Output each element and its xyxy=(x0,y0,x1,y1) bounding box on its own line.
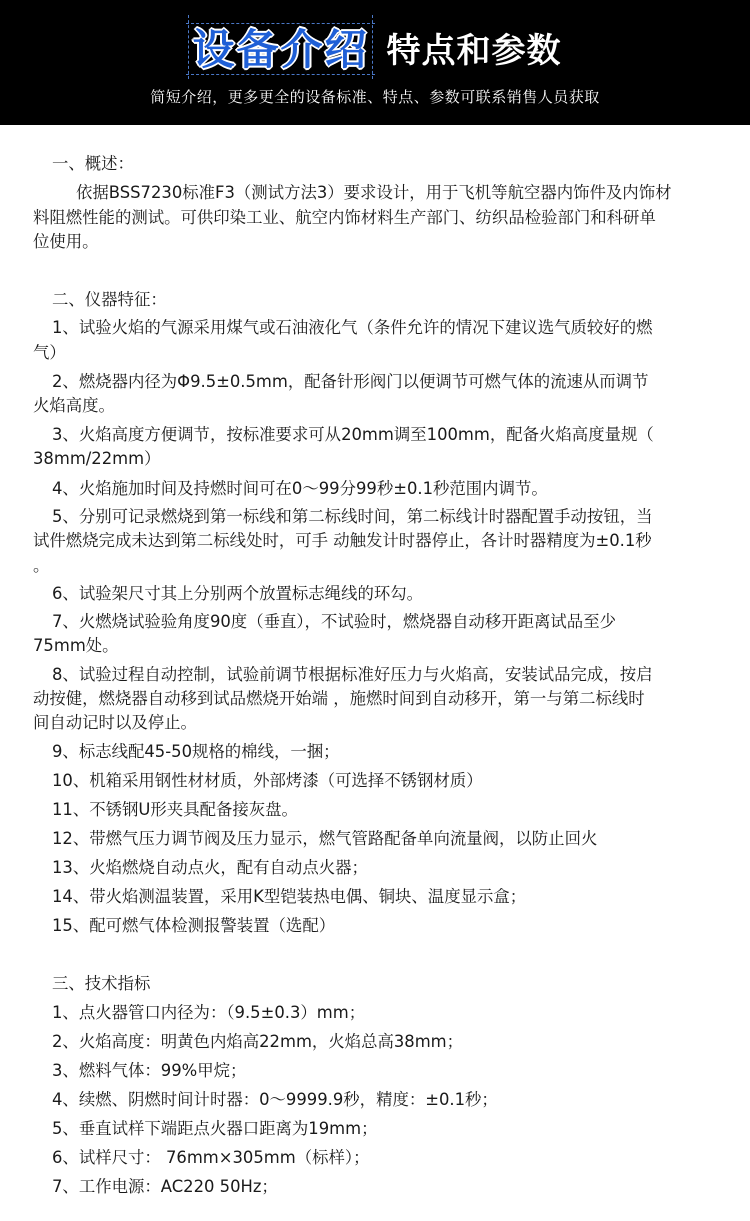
overview-line: 依据BSS7230标准F3（测试方法3）要求设计，用于飞机等航空器内饰件及内饰材 xyxy=(76,183,672,202)
feature-line: 13、火焰燃烧自动点火，配有自动点火器； xyxy=(52,858,368,877)
feature-line: 试件燃烧完成未达到第二标线处时，可手 动触发计时器停止，各计时器精度为±0.1秒 xyxy=(33,531,652,550)
feature-line: 9、标志线配45-50规格的棉线，一捆； xyxy=(52,742,340,761)
feature-line: 8、试验过程自动控制，试验前调节根据标准好压力与火焰高，安装试品完成，按启 xyxy=(52,665,653,684)
feature-line: 2、燃烧器内径为Φ9.5±0.5mm，配备针形阀门以便调节可燃气体的流速从而调节 xyxy=(52,372,649,391)
feature-line: 38mm/22mm） xyxy=(33,449,161,468)
feature-line: 7、火燃烧试验验角度90度（垂直），不试验时，燃烧器自动移开距离试品至少 xyxy=(52,612,616,631)
header-banner xyxy=(0,0,750,125)
title-highlight: 设备介绍 xyxy=(188,15,372,79)
feature-line: 6、试验架尺寸其上分别两个放置标志绳线的环勾。 xyxy=(52,584,424,603)
feature-line: 火焰高度。 xyxy=(33,396,115,415)
feature-line: 气） xyxy=(33,343,66,362)
feature-line: 75mm处。 xyxy=(33,636,119,655)
spec-line: 3、燃料气体：99%甲烷； xyxy=(52,1061,247,1080)
feature-line: 10、机箱采用钢性材材质，外部烤漆（可选择不锈钢材质） xyxy=(52,771,483,790)
spec-line: 6、试样尺寸： 76mm×305mm（标样）； xyxy=(52,1148,370,1167)
spec-line: 7、工作电源：AC220 50Hz； xyxy=(52,1177,278,1196)
header-subtitle: 简短介绍，更多更全的设备标准、特点、参数可联系销售人员获取 xyxy=(150,88,600,106)
feature-line: 动按健，燃烧器自动移到试品燃烧开始端 ，施燃时间到自动移开，第一与第二标线时 xyxy=(33,689,645,708)
feature-line: 5、分别可记录燃烧到第一标线和第二标线时间，第二标线计时器配置手动按钮，当 xyxy=(52,507,653,526)
section-heading-specs: 三、技术指标 xyxy=(52,974,151,993)
section-heading-overview: 一、概述： xyxy=(52,154,134,173)
overview-line: 料阻燃性能的测试。可供印染工业、航空内饰材料生产部门、纺织品检验部门和科研单 xyxy=(33,208,656,227)
title-rest: 特点和参数 xyxy=(386,30,562,71)
spec-line: 1、点火器管口内径为：（9.5±0.3）mm； xyxy=(52,1003,366,1022)
overview-line: 位使用。 xyxy=(33,232,99,251)
spec-line: 2、火焰高度：明黄色内焰高22mm，火焰总高38mm； xyxy=(52,1032,464,1051)
page-title xyxy=(0,16,750,78)
feature-line: 间自动记时以及停止。 xyxy=(33,713,197,732)
feature-line: 15、配可燃气体检测报警装置（选配） xyxy=(52,916,336,935)
spec-line: 5、垂直试样下端距点火器口距离为19mm； xyxy=(52,1119,378,1138)
feature-line: 3、火焰高度方便调节，按标准要求可从20mm调至100mm，配备火焰高度量规（ xyxy=(52,425,654,444)
spec-line: 4、续燃、阴燃时间计时器：0～9999.9秒，精度：±0.1秒； xyxy=(52,1090,498,1109)
feature-line: 14、带火焰测温装置，采用K型铠装热电偶、铜块、温度显示盒； xyxy=(52,887,527,906)
document-body xyxy=(0,125,750,1221)
feature-line: 11、不锈钢U形夹具配备接灰盘。 xyxy=(52,800,298,819)
section-heading-features: 二、仪器特征： xyxy=(52,290,167,309)
feature-line: 12、带燃气压力调节阀及压力显示，燃气管路配备单向流量阀，以防止回火 xyxy=(52,829,598,848)
feature-line: 4、火焰施加时间及持燃时间可在0～99分99秒±0.1秒范围内调节。 xyxy=(52,479,548,498)
feature-line: 。 xyxy=(33,556,50,575)
feature-line: 1、试验火焰的气源采用煤气或石油液化气（条件允许的情况下建议选气质较好的燃 xyxy=(52,318,653,337)
